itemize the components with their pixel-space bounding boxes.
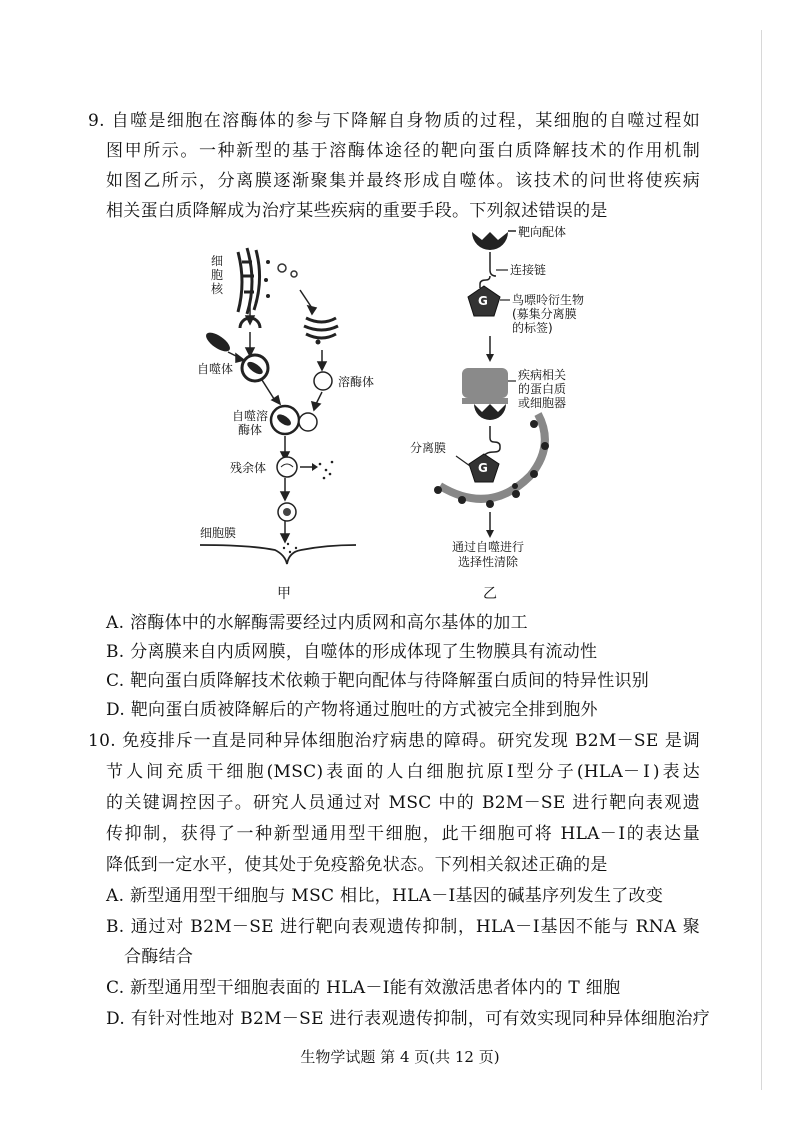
page-footer: 生物学试题 第 4 页(共 12 页) [300, 1048, 500, 1066]
nucleus-label: 细胞核 [210, 254, 223, 296]
ligand-bound [474, 404, 506, 420]
q9-option-b[interactable]: B. 分离膜来自内质网膜，自噬体的形成体现了生物膜具有流动性 [106, 642, 598, 662]
protein-label: 疾病相关 的蛋白质 或细胞器 [518, 368, 567, 410]
residual-body-label: 残余体 [230, 461, 267, 475]
autophagosome-label: 自噬体 [197, 362, 234, 376]
linker-top [490, 252, 496, 276]
ligand-label: 靶向配体 [518, 225, 567, 239]
isolation-membrane-label: 分离膜 [410, 441, 447, 455]
q10-line-3: 的关键调控因子。研究人员通过对 MSC 中的 B2M－SE 进行靶向表观遗 [106, 793, 700, 813]
q10-line-2: 节人间充质干细胞(MSC)表面的人白细胞抗原Ⅰ型分子(HLA－Ⅰ)表达 [106, 762, 700, 782]
q10-option-a[interactable]: A. 新型通用型干细胞与 MSC 相比，HLA－Ⅰ基因的碱基序列发生了改变 [106, 886, 664, 906]
q10-option-c[interactable]: C. 新型通用型干细胞表面的 HLA－Ⅰ能有效激活患者体内的 T 细胞 [106, 978, 621, 998]
q9-option-d[interactable]: D. 靶向蛋白质被降解后的产物将通过胞吐的方式被完全排到胞外 [106, 700, 598, 720]
figure-yi-caption: 乙 [483, 586, 497, 602]
q10-line-5: 降低到一定水平，使其处于免疫豁免状态。下列相关叙述正确的是 [106, 855, 608, 875]
figure-jia-caption: 甲 [277, 586, 291, 602]
q10-option-d[interactable]: D. 有针对性地对 B2M－SE 进行表观遗传抑制，可有效实现同种异体细胞治疗 [106, 1009, 711, 1029]
disease-protein [462, 368, 508, 398]
guanine-label: 鸟嘌呤衍生物 (募集分离膜 的标签) [512, 293, 585, 335]
q10-line-1: 10. 免疫排斥一直是同种异体细胞治疗病患的障碍。研究发现 B2M－SE 是调 [88, 731, 700, 751]
q9-option-c[interactable]: C. 靶向蛋白质降解技术依赖于靶向配体与待降解蛋白质间的特异性识别 [106, 671, 650, 691]
cell-membrane-label: 细胞膜 [200, 526, 237, 540]
q9-line-4: 相关蛋白质降解成为治疗某些疾病的重要手段。下列叙述错误的是 [106, 201, 608, 221]
autolysosome-label: 自噬溶酶体 [231, 409, 268, 437]
q9-line-2: 图甲所示。一种新型的基于溶酶体途径的靶向蛋白质降解技术的作用机制 [106, 141, 700, 161]
q10-line-4: 传抑制，获得了一种新型通用型干细胞，此干细胞可将 HLA－Ⅰ的表达量 [106, 824, 700, 844]
q10-option-b-cont: 合酶结合 [124, 947, 194, 967]
linker-label: 连接链 [510, 263, 547, 277]
q9-option-a[interactable]: A. 溶酶体中的水解酶需要经过内质网和高尔基体的加工 [106, 613, 528, 633]
g-letter-top: G [478, 294, 488, 308]
q9-line-1: 9. 自噬是细胞在溶酶体的参与下降解自身物质的过程，某细胞的自噬过程如 [88, 111, 700, 131]
lysosome-label: 溶酶体 [338, 375, 375, 389]
q10-option-b[interactable]: B. 通过对 B2M－SE 进行靶向表观遗传抑制，HLA－Ⅰ基因不能与 RNA 聚 [106, 917, 700, 937]
q9-line-3: 如图乙所示，分离膜逐渐聚集并最终形成自噬体。该技术的问世将使疾病 [106, 171, 700, 191]
g-letter-bound: G [478, 461, 488, 475]
ligand-top [472, 232, 508, 250]
result-label: 通过自噬进行 选择性清除 [452, 540, 525, 569]
